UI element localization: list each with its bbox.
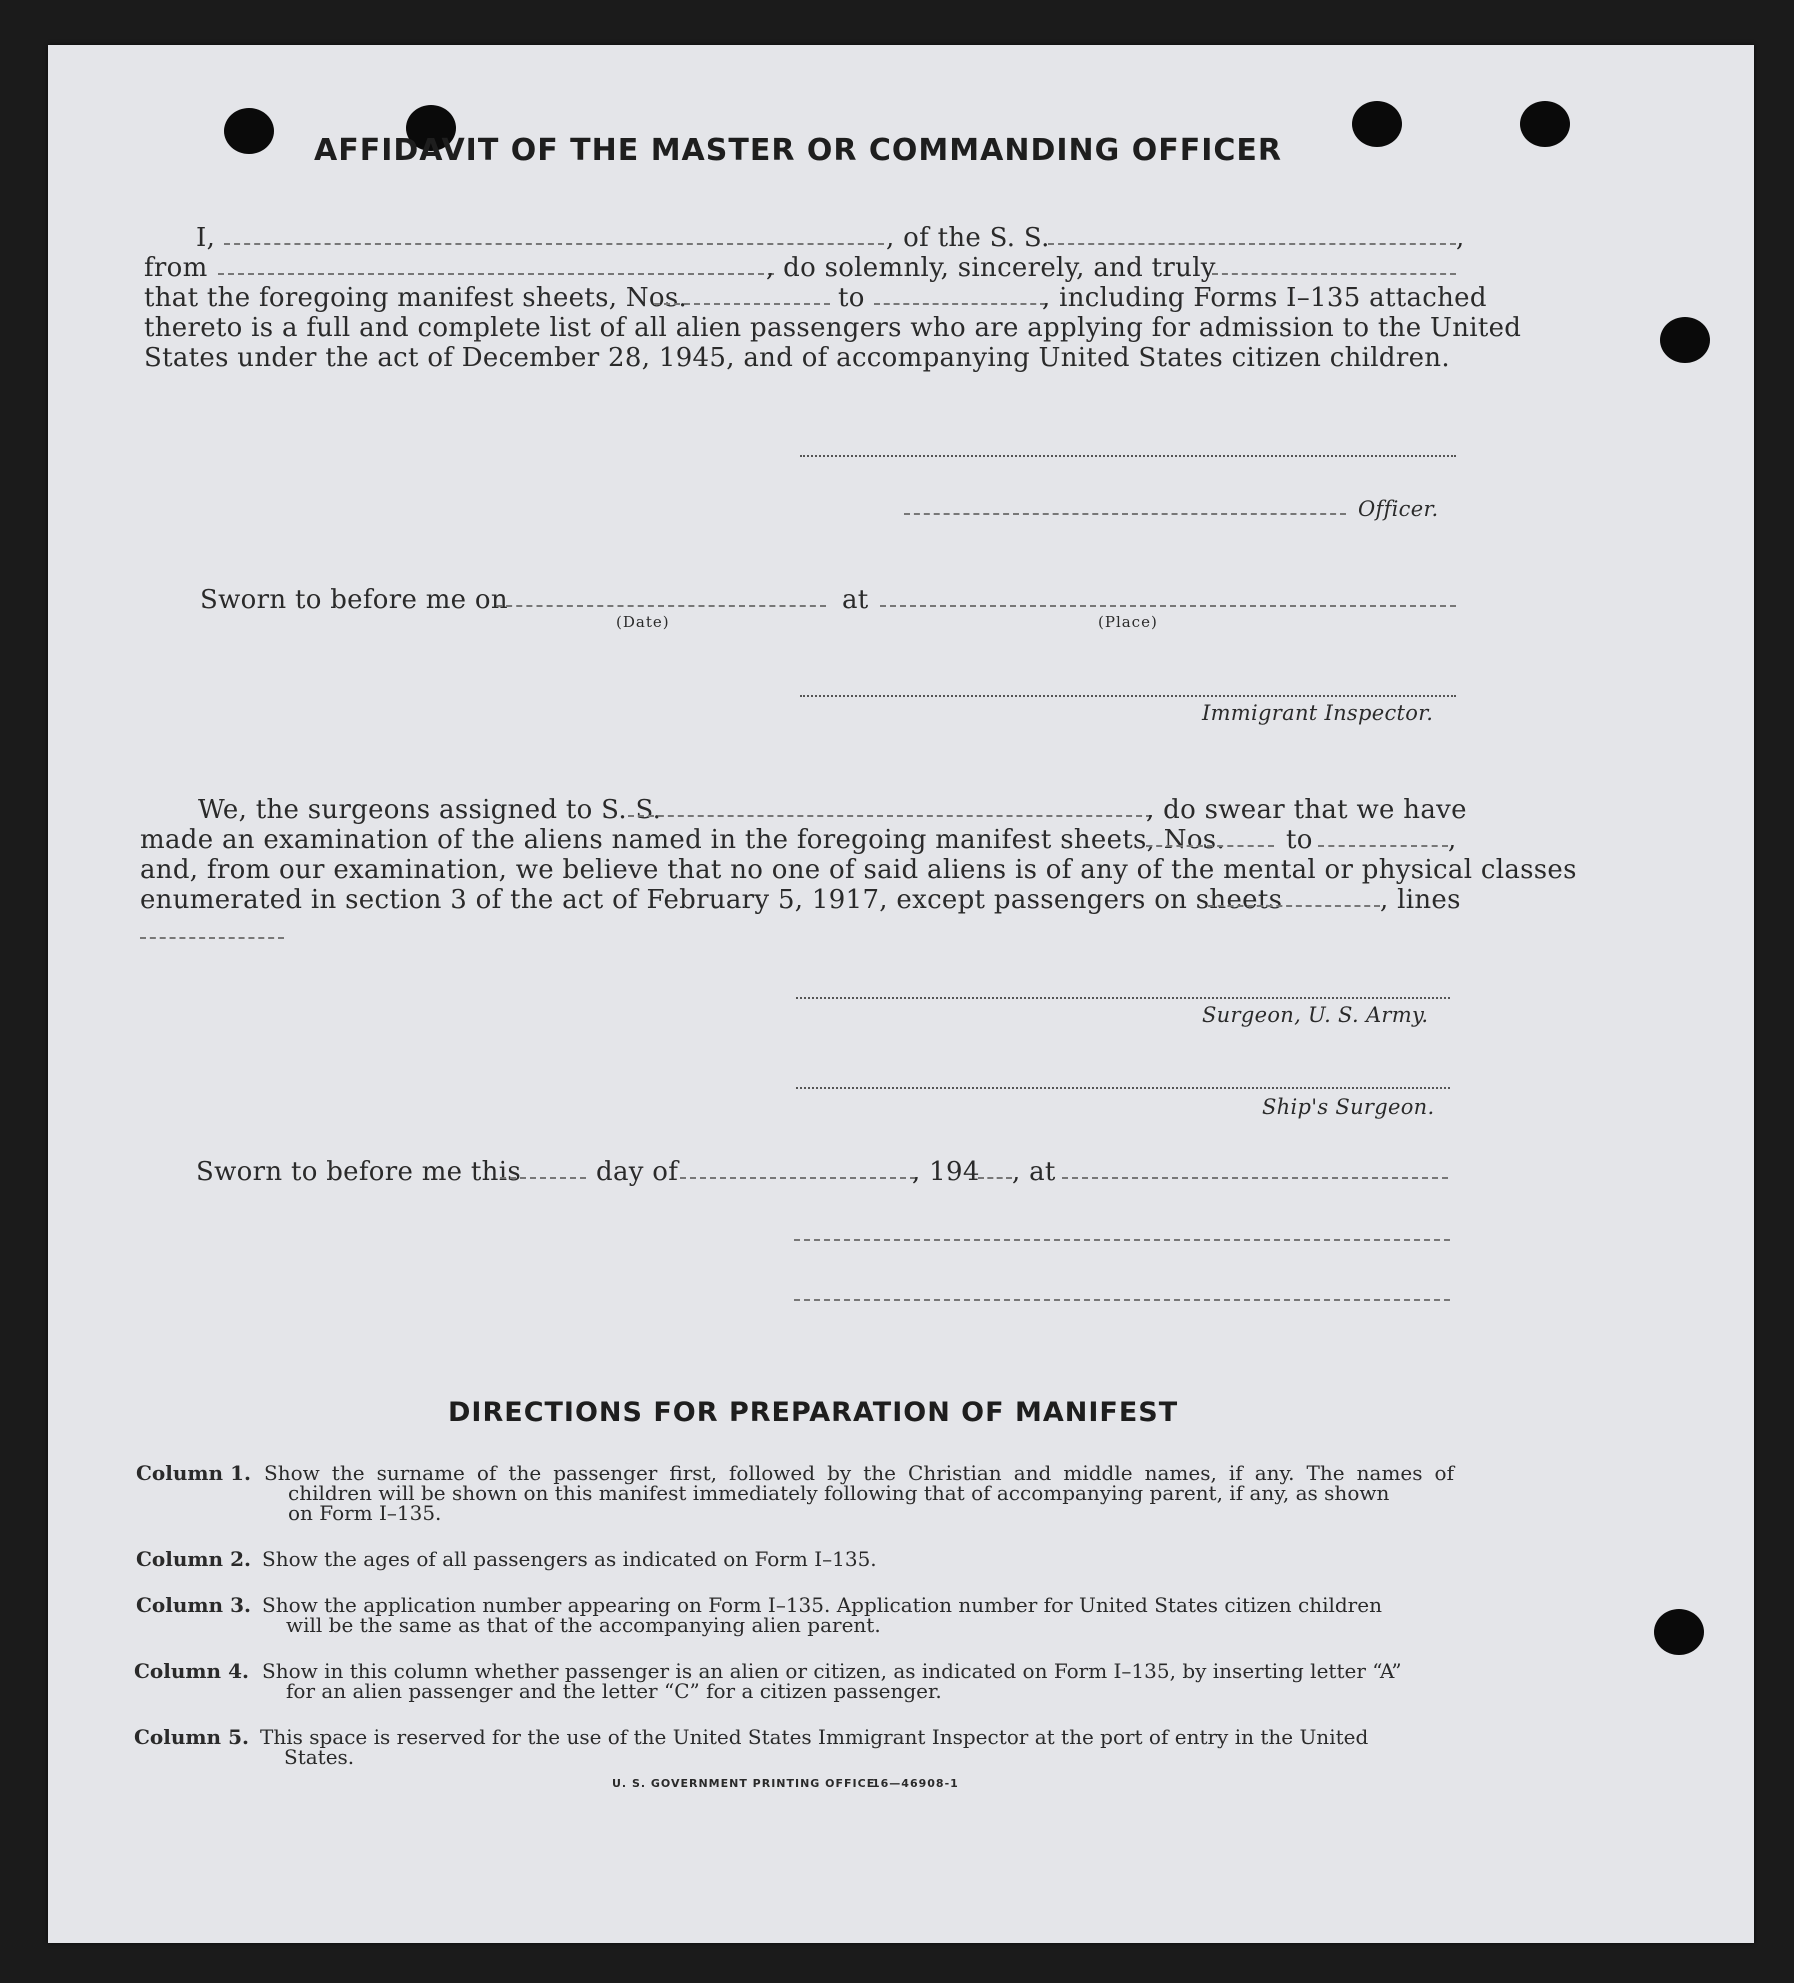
inspector-label: Immigrant Inspector. [1202, 701, 1434, 725]
column-2-line-1: Show the ages of all passengers as indicated on Form I–135. [262, 1547, 877, 1571]
column-5-line-1: This space is reserved for the use of the United States Immigrant Inspector at the port of entry in the United [260, 1725, 1369, 1749]
column-4-line-2: for an alien passenger and the letter “C” for a citizen passenger. [286, 1679, 942, 1703]
officer-signature-line-1[interactable] [800, 455, 1456, 457]
column-1-text [264, 1463, 1454, 1523]
printing-office: U. S. GOVERNMENT PRINTING OFFICE [612, 1777, 876, 1790]
army-surgeon-label: Surgeon, U. S. Army. [1202, 1003, 1429, 1027]
column-1-line-2: children will be shown on this manifest immediately following that of accompanying parent, if any, as shown [288, 1481, 1390, 1505]
affidavit-line-3c: , including Forms I–135 attached [1042, 283, 1487, 313]
punch-hole [1654, 1609, 1704, 1655]
from-port-blank[interactable] [218, 273, 774, 275]
affidavit-line-5: States under the act of December 28, 1945, and of accompanying United States citizen children. [144, 343, 1450, 373]
inspector-signature-line-2[interactable] [794, 1239, 1450, 1241]
column-3-label: Column 3. [136, 1593, 251, 1617]
sworn-text-2b: day of [596, 1157, 679, 1187]
place-blank[interactable] [880, 605, 1456, 607]
affidavit-line-1b: , of the S. S. [886, 223, 1050, 253]
sheet-from-blank[interactable] [654, 303, 830, 305]
column-1-line-3: on Form I–135. [288, 1501, 442, 1525]
affidavit-line-3a: that the foregoing manifest sheets, Nos. [144, 283, 688, 313]
form-code: 16—46908-1 [872, 1777, 959, 1790]
column-5-line-2: States. [284, 1745, 355, 1769]
date-caption: (Date) [616, 613, 670, 631]
lines-blank[interactable] [140, 937, 284, 939]
inspector-signature-line[interactable] [800, 695, 1456, 697]
column-4-label: Column 4. [134, 1659, 249, 1683]
surgeons-ship-blank[interactable] [628, 815, 1152, 817]
surgeons-sheet-to-blank[interactable] [1318, 845, 1448, 847]
sheet-to-blank[interactable] [874, 303, 1046, 305]
surgeons-line-2c: , [1448, 825, 1457, 855]
column-5-label: Column 5. [134, 1725, 249, 1749]
surgeons-sheet-from-blank[interactable] [1146, 845, 1274, 847]
affidavit-line-4: thereto is a full and complete list of all alien passengers who are applying for admission to the United [144, 313, 1522, 343]
surgeons-line-1a: We, the surgeons assigned to S. S. [198, 795, 662, 825]
ship-surgeon-label: Ship's Surgeon. [1262, 1095, 1435, 1119]
sworn-text-2c: , 194 [912, 1157, 980, 1187]
affidavit-line-3b: to [838, 283, 865, 313]
form-page [48, 45, 1754, 1943]
punch-hole [1520, 101, 1570, 147]
sworn-text-2d: , at [1012, 1157, 1056, 1187]
form-title: AFFIDAVIT OF THE MASTER OR COMMANDING OFFICER [314, 133, 1282, 168]
ship-surgeon-signature-line[interactable] [796, 1087, 1450, 1089]
column-2-text [262, 1549, 877, 1569]
except-sheets-blank[interactable] [1208, 905, 1380, 907]
surgeons-line-4b: , lines [1380, 885, 1461, 915]
surgeons-line-1b: , do swear that we have [1146, 795, 1467, 825]
punch-hole [1660, 317, 1710, 363]
punch-hole [1352, 101, 1402, 147]
surgeons-line-3: and, from our examination, we believe that no one of said aliens is of any of the mental or physical classes [140, 855, 1577, 885]
sworn-at-1: at [842, 585, 869, 615]
sworn-text-2a: Sworn to before me this [196, 1157, 521, 1187]
army-surgeon-signature-line[interactable] [796, 997, 1450, 999]
ship-name-blank[interactable] [1048, 243, 1456, 245]
column-4-text [262, 1661, 1402, 1701]
officer-signature-line-2[interactable] [904, 513, 1346, 515]
column-1-line-1: Show the surname of the passenger first, followed by the Christian and middle names, if any. The names of [264, 1461, 1454, 1485]
column-3-line-1: Show the application number appearing on Form I–135. Application number for United States citizen children [262, 1593, 1382, 1617]
location-blank[interactable] [1062, 1177, 1448, 1179]
name-blank[interactable] [224, 243, 884, 245]
day-blank[interactable] [500, 1177, 586, 1179]
column-3-line-2: will be the same as that of the accompanying alien parent. [286, 1613, 881, 1637]
affidavit-line-1a: I, [196, 223, 216, 253]
month-blank[interactable] [680, 1177, 916, 1179]
affidavit-line-2b: , do solemnly, sincerely, and truly [766, 253, 1216, 283]
inspector-title-line-2[interactable] [794, 1299, 1450, 1301]
surgeons-line-2b: to [1286, 825, 1313, 855]
date-blank[interactable] [496, 605, 826, 607]
column-1-label: Column 1. [136, 1461, 251, 1485]
place-caption: (Place) [1098, 613, 1158, 631]
affidavit-line-2a: from [144, 253, 208, 283]
surgeons-line-2a: made an examination of the aliens named in the foregoing manifest sheets, Nos. [140, 825, 1226, 855]
column-2-label: Column 2. [136, 1547, 251, 1571]
affidavit-line-1c: , [1456, 223, 1465, 253]
punch-hole [224, 108, 274, 154]
surgeons-line-4a: enumerated in section 3 of the act of February 5, 1917, except passengers on sheets [140, 885, 1283, 915]
officer-label: Officer. [1358, 497, 1439, 521]
column-4-line-1: Show in this column whether passenger is an alien or citizen, as indicated on Form I–135, by inserting letter “A” [262, 1659, 1402, 1683]
column-5-text [260, 1727, 1368, 1767]
oath-blank[interactable] [1212, 273, 1456, 275]
sworn-text-1: Sworn to before me on [200, 585, 508, 615]
directions-title: DIRECTIONS FOR PREPARATION OF MANIFEST [448, 1397, 1179, 1428]
year-blank[interactable] [978, 1177, 1012, 1179]
column-3-text [262, 1595, 1382, 1635]
